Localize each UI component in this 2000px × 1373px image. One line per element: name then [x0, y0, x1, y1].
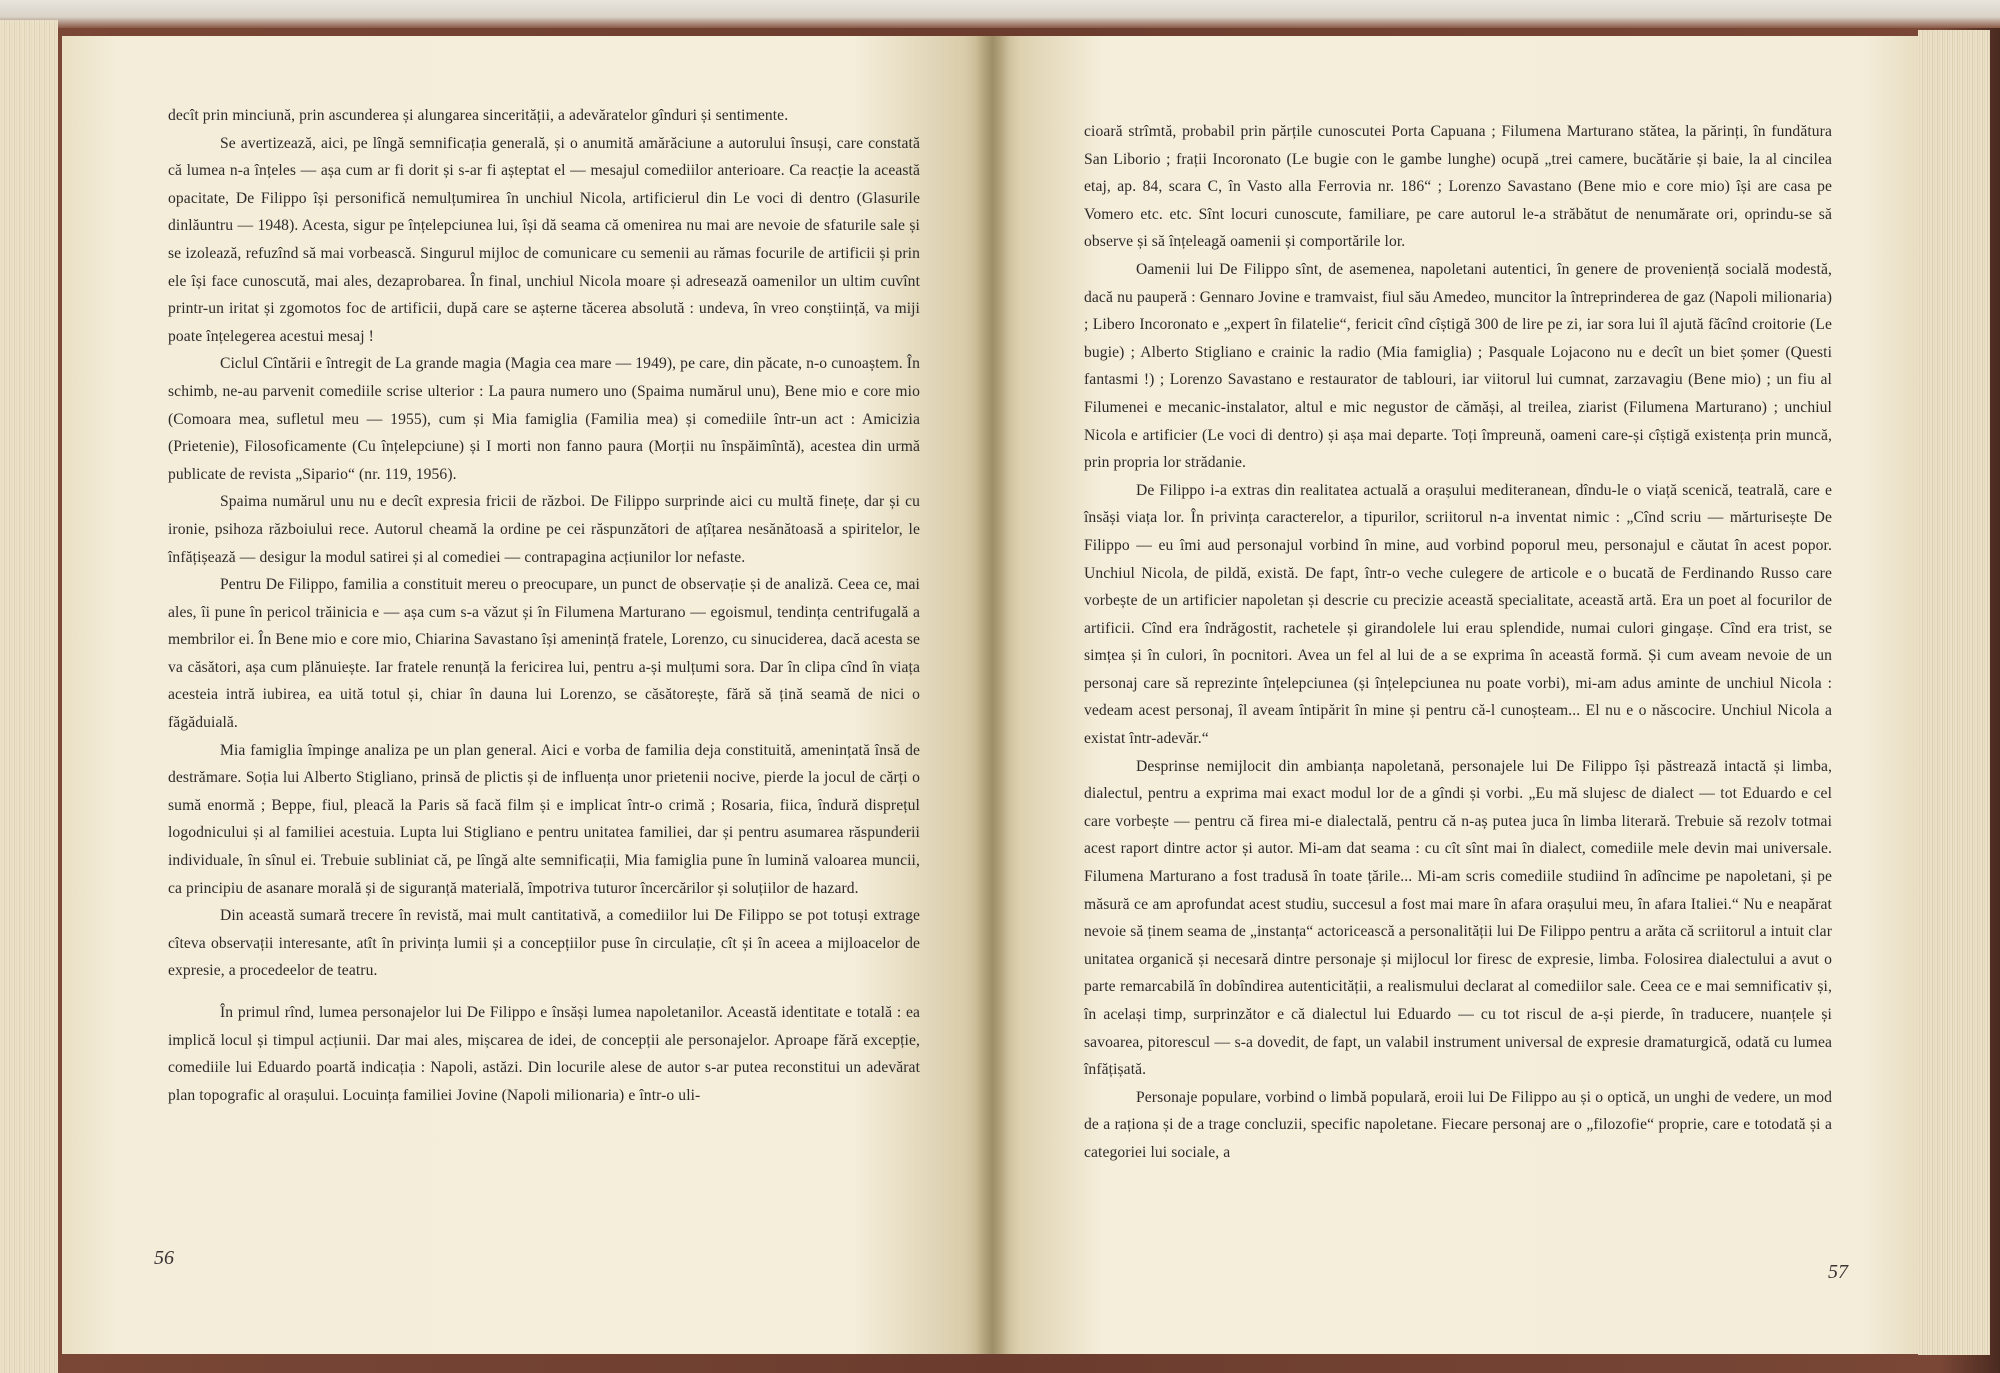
paragraph: Oamenii lui De Filippo sînt, de asemenea, napoletani autentici, în genere de proveniență socială modestă, dacă nu pauperă : Gennaro Jovine e tramvaist, fiul său Amedeo, muncitor la întreprinderea de gaz (Napoli milionaria) ; Libero Incoronato e „expert în filatelie“, fericit cînd cîștigă 300 de lire pe zi, iar sora lui îl ajută făcînd croitorie (Le bugie) ; Alberto Stigliano e crainic la radio (Mia famiglia) ; Pasquale Lojacono nu e decît un biet șomer (Questi fantasmi !) ; Lorenzo Savastano e restaurator de tablouri, iar viitorul lui cumnat, zarzavagiu (Bene mio) ; un fiu al Filumenei e mecanic-instalator, altul e mic negustor de cămăși, al treilea, ziarist (Filumena Marturano) ; unchiul Nicola e artificier (Le voci di dentro) și așa mai departe. Toți împreună, oameni care-și cîștigă existența prin muncă, prin propria lor strădanie.	[1084, 260, 1832, 472]
right-page	[992, 36, 1918, 1354]
paragraph: Din această sumară trecere în revistă, mai mult cantitativă, a comediilor lui De Filippo se pot totuși extrage cîteva observații interesante, atît în privința lumii și a concepțiilor puse în circulație, cît și în aceea a mijloacelor de expresie, a procedeelor de teatru.	[168, 907, 920, 980]
paragraph: Desprinse nemijlocit din ambianța napoletană, personajele lui De Filippo își păstrează intactă și limba, dialectul, pentru a exprima mai exact modul lor de a gîndi și vorbi. „Eu mă slujesc de dialect — tot Eduardo e cel care vorbește — pentru că firea mi-e dialectală, pentru că n-aș putea juca în limba literară. Trebuie să rezolv totmai acest raport dintre actor și autor. Mi-am dat seama : cu cît sînt mai în dialect, comediile mele devin mai universale. Filumena Marturano a fost tradusă în toate țările... Mi-am scris comediile studiind în adîncime pe napoletani, și pe măsură ce am aprofundat acest studiu, succesul a fost mai mare în afara orașului meu, în afara Italiei.“ Nu e neapărat nevoie să ținem seama de „instanța“ actoricească a personalității lui De Filippo pentru a arăta că scriitorul a intuit clar unitatea organică și necesară dintre personaje și mijlocul lor firesc de expresie, limba. Folosirea dialectului a avut o parte remarcabilă în dobîndirea autenticității, a realismului declarat al comediilor sale. Ceea ce e mai semnificativ și, în același timp, surprinzător e că dialectul lui Eduardo — cu tot riscul de a-și pierde, în traducere, nuanțele și savoarea, pitorescul — s-a dovedit, de fapt, un valabil instrument universal de expresie dramaturgică, odată cu lumea înfățișată.	[1084, 757, 1832, 1079]
paragraph: De Filippo i-a extras din realitatea actuală a orașului mediteranean, dîndu-le o viață scenică, teatrală, care e însăși viața lor. În privința caracterelor, a tipurilor, scriitorul n-a inventat nimic : „Cînd scriu — mărturisește De Filippo — eu îmi aud personajul vorbind în mine, aud vorbind poporul meu, personajul e căutat în acest popor. Unchiul Nicola, de pildă, există. De fapt, într-o veche culegere de articole e o bucată de Ferdinando Russo care vorbește de un artificier napoletan și descrie cu precizie această specialitate, această artă. Era un poet al focurilor de artificii. Cînd era îndrăgostit, rachetele și girandolele lui erau splendide, numai culori gingașe. Cînd era trist, se simțea și în culori, în pocnitori. Avea un fel al lui de a se exprima în această formă. Și cum aveam nevoie de un personaj care să reprezinte înțelepciunea (și înțelepciunea nu poate vorbi), mi-am adus aminte de unchiul Nicola : vedeam acest personaj, îl aveam întipărit în mine și pentru că-l cunoșteam... El nu e o născocire. Unchiul Nicola a existat într-adevăr.“	[1084, 481, 1832, 748]
page-number: 56	[154, 1247, 174, 1269]
paragraph: Pentru De Filippo, familia a constituit mereu o preocupare, un punct de observație și de analiză. Ceea ce, mai ales, îi pune în pericol trăinicia e — așa cum s-a văzut și în Filumena Marturano — egoismul, tendința centrifugală a membrilor ei. În Bene mio e core mio, Chiarina Savastano își amenință fratele, Lorenzo, cu sinuciderea, dacă acesta se va căsători, așa cum plănuiește. Iar fratele renunță la fericirea lui, pentru a-și mulțumi sora. Dar în clipa cînd în viața acesteia intră iubirea, ea uită totul și, chiar în dauna lui Lorenzo, se căsătorește, fără să țină seamă de nici o făgăduială.	[168, 576, 920, 732]
page-edges-left	[0, 20, 58, 1373]
book-gutter	[976, 36, 1010, 1354]
paragraph: Personaje populare, vorbind o limbă populară, eroii lui De Filippo au și o optică, un unghi de vedere, un mod de a raționa și de a trage concluzii, specific napoletane. Fiecare personaj are o „filozofie“ proprie, care e totodată și a categoriei lui sociale, a	[1084, 1088, 1832, 1161]
paragraph: cioară strîmtă, probabil prin părțile cunoscutei Porta Capuana ; Filumena Marturano stătea, la părinți, în fundătura San Liborio ; frații Incoronato (Le bugie con le gambe lunghe) ocupă „trei camere, bucătărie și baie, la al cincilea etaj, ap. 84, scara C, în Vasto alla Ferrovia nr. 186“ ; Lorenzo Savastano (Bene mio e core mio) își are casa pe Vomero etc. etc. Sînt locuri cunoscute, familiare, pe care autorul le-a străbătut de nenumărate ori, oprindu-se să observe și să înțeleagă oamenii și comportările lor.	[1084, 123, 1832, 251]
paragraph: Ciclul Cîntării e întregit de La grande magia (Magia cea mare — 1949), pe care, din păcate, n-o cunoaștem. În schimb, ne-au parvenit comediile scrise ulterior : La paura numero uno (Spaima numărul unu), Bene mio e core mio (Comoara mea, sufletul meu — 1955), cum și Mia famiglia (Familia mea) și comediile într-un act : Amicizia (Prietenie), Filosoficamente (Cu înțelepciune) și I morti non fanno paura (Morții nu înspăimîntă), acestea din urmă publicate de revista „Sipario“ (nr. 119, 1956).	[168, 355, 920, 483]
left-page	[62, 36, 992, 1354]
paragraph: Spaima numărul unu nu e decît expresia fricii de război. De Filippo surprinde aici cu multă finețe, dar și cu ironie, psihoza războiului rece. Autorul cheamă la ordine pe cei răspunzători de ațîțarea nesănătoasă a spiritelor, le înfățișează — desigur la modul satirei și al comediei — contrapagina acțiunilor lor nefaste.	[168, 493, 920, 566]
paragraph: decît prin minciună, prin ascunderea și alungarea sincerității, a adevăratelor gînduri și sentimente.	[168, 107, 789, 124]
book-cover-top	[0, 0, 2000, 28]
page-edges-right	[1918, 30, 1990, 1355]
paragraph: Se avertizează, aici, pe lîngă semnificația generală, și o anumită amărăciune a autorului însuși, care constată că lumea n-a înțeles — așa cum ar fi dorit și s-ar fi așteptat el — mesajul comediilor anterioare. Ca reacție la această opacitate, De Filippo își personifică nemulțumirea în unchiul Nicola, artificierul din Le voci di dentro (Glasurile dinlăuntru — 1948). Acesta, sigur pe înțelepciunea lui, își dă seama că omenirea nu mai are nevoie de sfaturile sale și se izolează, refuzînd să mai vorbească. Singurul mijloc de comunicare cu semenii au rămas focurile de artificii și prin ele își face cunoscută, mai ales, dezaprobarea. În final, unchiul Nicola moare și adresează oamenilor un ultim cuvînt printr-un iritat și zgomotos foc de artificii, după care se așterne tăcerea absolută : undeva, în vreo conștiință, va miji poate înțelegerea acestui mesaj !	[168, 134, 920, 345]
page-number: 57	[1828, 1261, 1848, 1283]
paragraph: Mia famiglia împinge analiza pe un plan general. Aici e vorba de familia deja constituită, amenințată însă de destrămare. Soția lui Alberto Stigliano, prinsă de plictis și de influența unor prietenii nocive, pierde la jocul de cărți o sumă enormă ; Beppe, fiul, pleacă la Paris să facă film și e implicat într-o crimă ; Rosaria, fiica, îndură disprețul logodnicului și al familiei acestuia. Lupta lui Stigliano e pentru unitatea familiei, dar și pentru asumarea răspunderii individuale, în sînul ei. Trebuie subliniat că, pe lîngă alte semnificații, Mia famiglia pune în lumină valoarea muncii, ca principiu de asanare morală și de siguranță materială, împotriva tuturor încercărilor și soluțiilor de hazard.	[168, 741, 920, 897]
paragraph: În primul rînd, lumea personajelor lui De Filippo e însăși lumea napoletanilor. Această identitate e totală : ea implică locul și timpul acțiunii. Dar mai ales, mișcarea de idei, de concepții ale personajelor. Aproape fără excepție, comediile lui Eduardo poartă indicația : Napoli, astăzi. Din locurile alese de autor s-ar putea reconstitui un adevărat plan topografic al orașului. Locuința familiei Jovine (Napoli milionaria) e într-o uli-	[168, 1004, 920, 1104]
